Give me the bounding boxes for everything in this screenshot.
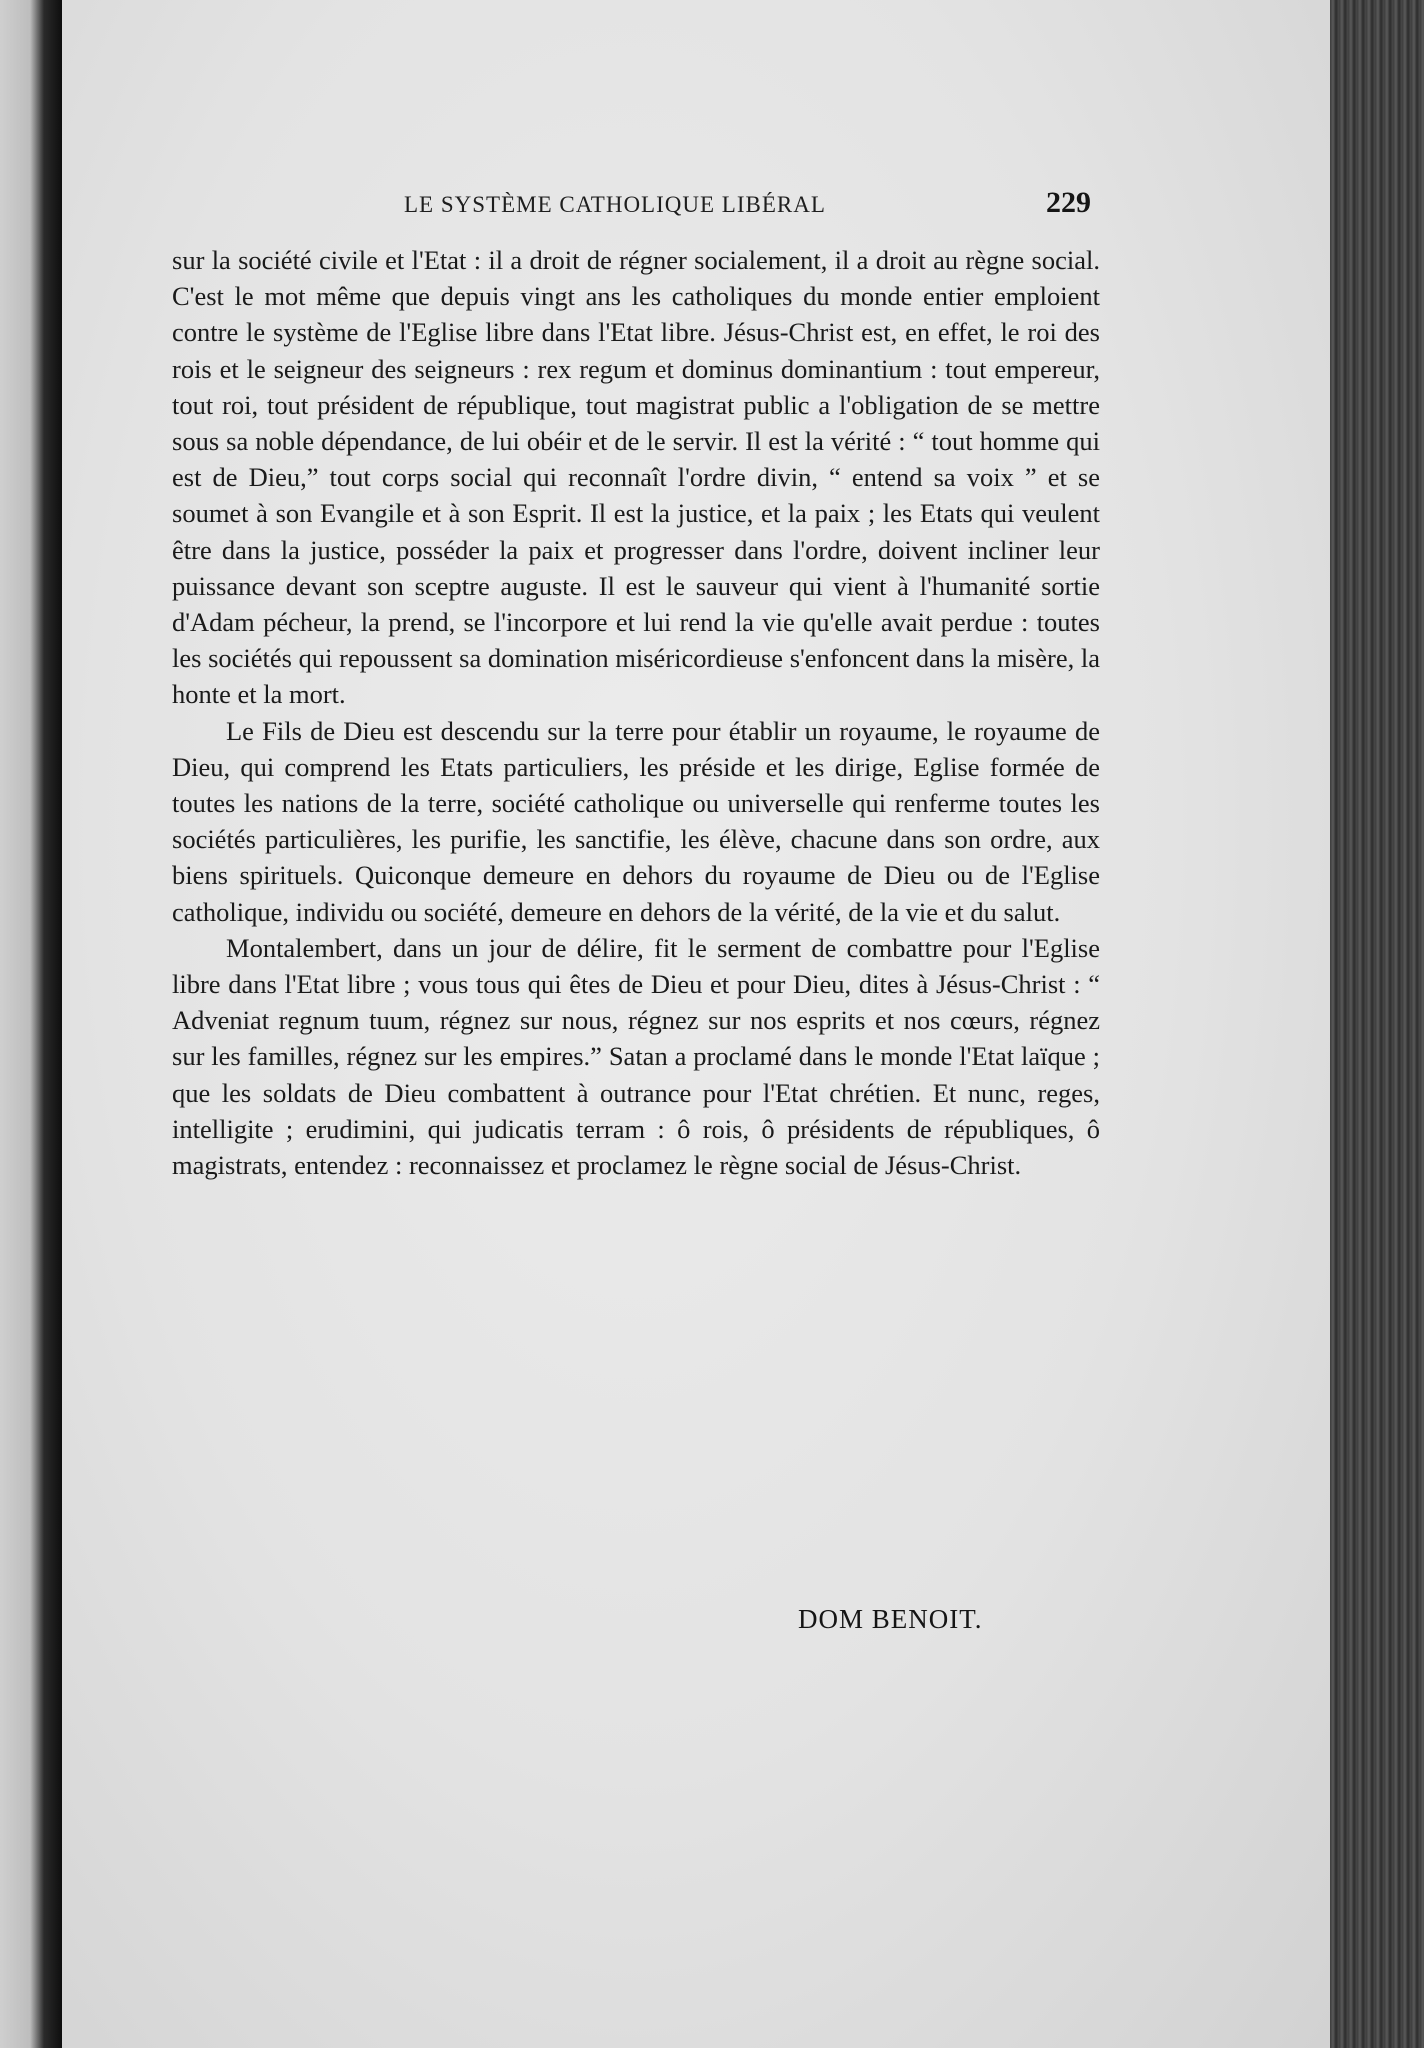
book-spine (1330, 0, 1424, 2048)
page-number: 229 (1046, 186, 1091, 219)
paragraph-2: Le Fils de Dieu est descendu sur la terre pour établir un royaume, le royaume de Dieu, qui comprend les Etats particuliers, les préside et les dirige, Eglise formée de toutes les nations de la terre, société catholique ou universelle qui renferme toutes les sociétés particulières, les purifie, les sanctifie, les élève, chacune dans son ordre, aux biens spirituels. Quiconque demeure en dehors du royaume de Dieu ou de l'Eglise catholique, individu ou société, demeure en dehors de la vérité, de la vie et du salut. (172, 715, 1100, 927)
facing-page-edge (0, 0, 62, 2048)
running-title: LE SYSTÈME CATHOLIQUE LIBÉRAL (404, 192, 826, 217)
paragraph-1: sur la société civile et l'Etat : il a droit de régner socialement, il a droit au règne social. C'est le mot même que depuis vingt ans les catholiques du monde entier emploient contre le système de l'Eglise libre dans l'Etat libre. Jésus-Christ est, en effet, le roi des rois et le seigneur des seigneurs : rex regum et dominus dominantium : tout empereur, tout roi, tout président de république, tout magistrat public a l'obligation de se mettre sous sa noble dépendance, de lui obéir et de le servir. Il est la vérité : “ tout homme qui est de Dieu,” tout corps social qui reconnaît l'ordre divin, “ entend sa voix ” et se soumet à son Evangile et à son Esprit. Il est la justice, et la paix ; les Etats qui veulent être dans la justice, posséder la paix et progresser dans l'ordre, doivent incliner leur puissance devant son sceptre auguste. Il est le sauveur qui vient à l'humanité sortie d'Adam pécheur, la prend, se l'incorpore et lui rend la vie qu'elle avait perdue : toutes les sociétés qui repoussent sa domination miséricordieuse s'enfoncent dans la misère, la honte et la mort. (172, 245, 1100, 710)
paragraph-3: Montalembert, dans un jour de délire, fit le serment de combattre pour l'Eglise libre dans l'Etat libre ; vous tous qui êtes de Dieu et pour Dieu, dites à Jésus-Christ : “ Adveniat regnum tuum, régnez sur nous, régnez sur nos esprits et nos cœurs, régnez sur les familles, régnez sur les empires.” Satan a proclamé dans le monde l'Etat laïque ; que les soldats de Dieu combattent à outrance pour l'Etat chrétien. Et nunc, reges, intelligite ; erudimini, qui judicatis terram : ô rois, ô présidents de républiques, ô magistrats, entendez : reconnaissez et proclamez le règne social de Jésus-Christ. (172, 932, 1100, 1181)
body-text (172, 242, 1100, 1183)
signature: DOM BENOIT. (798, 1604, 983, 1634)
